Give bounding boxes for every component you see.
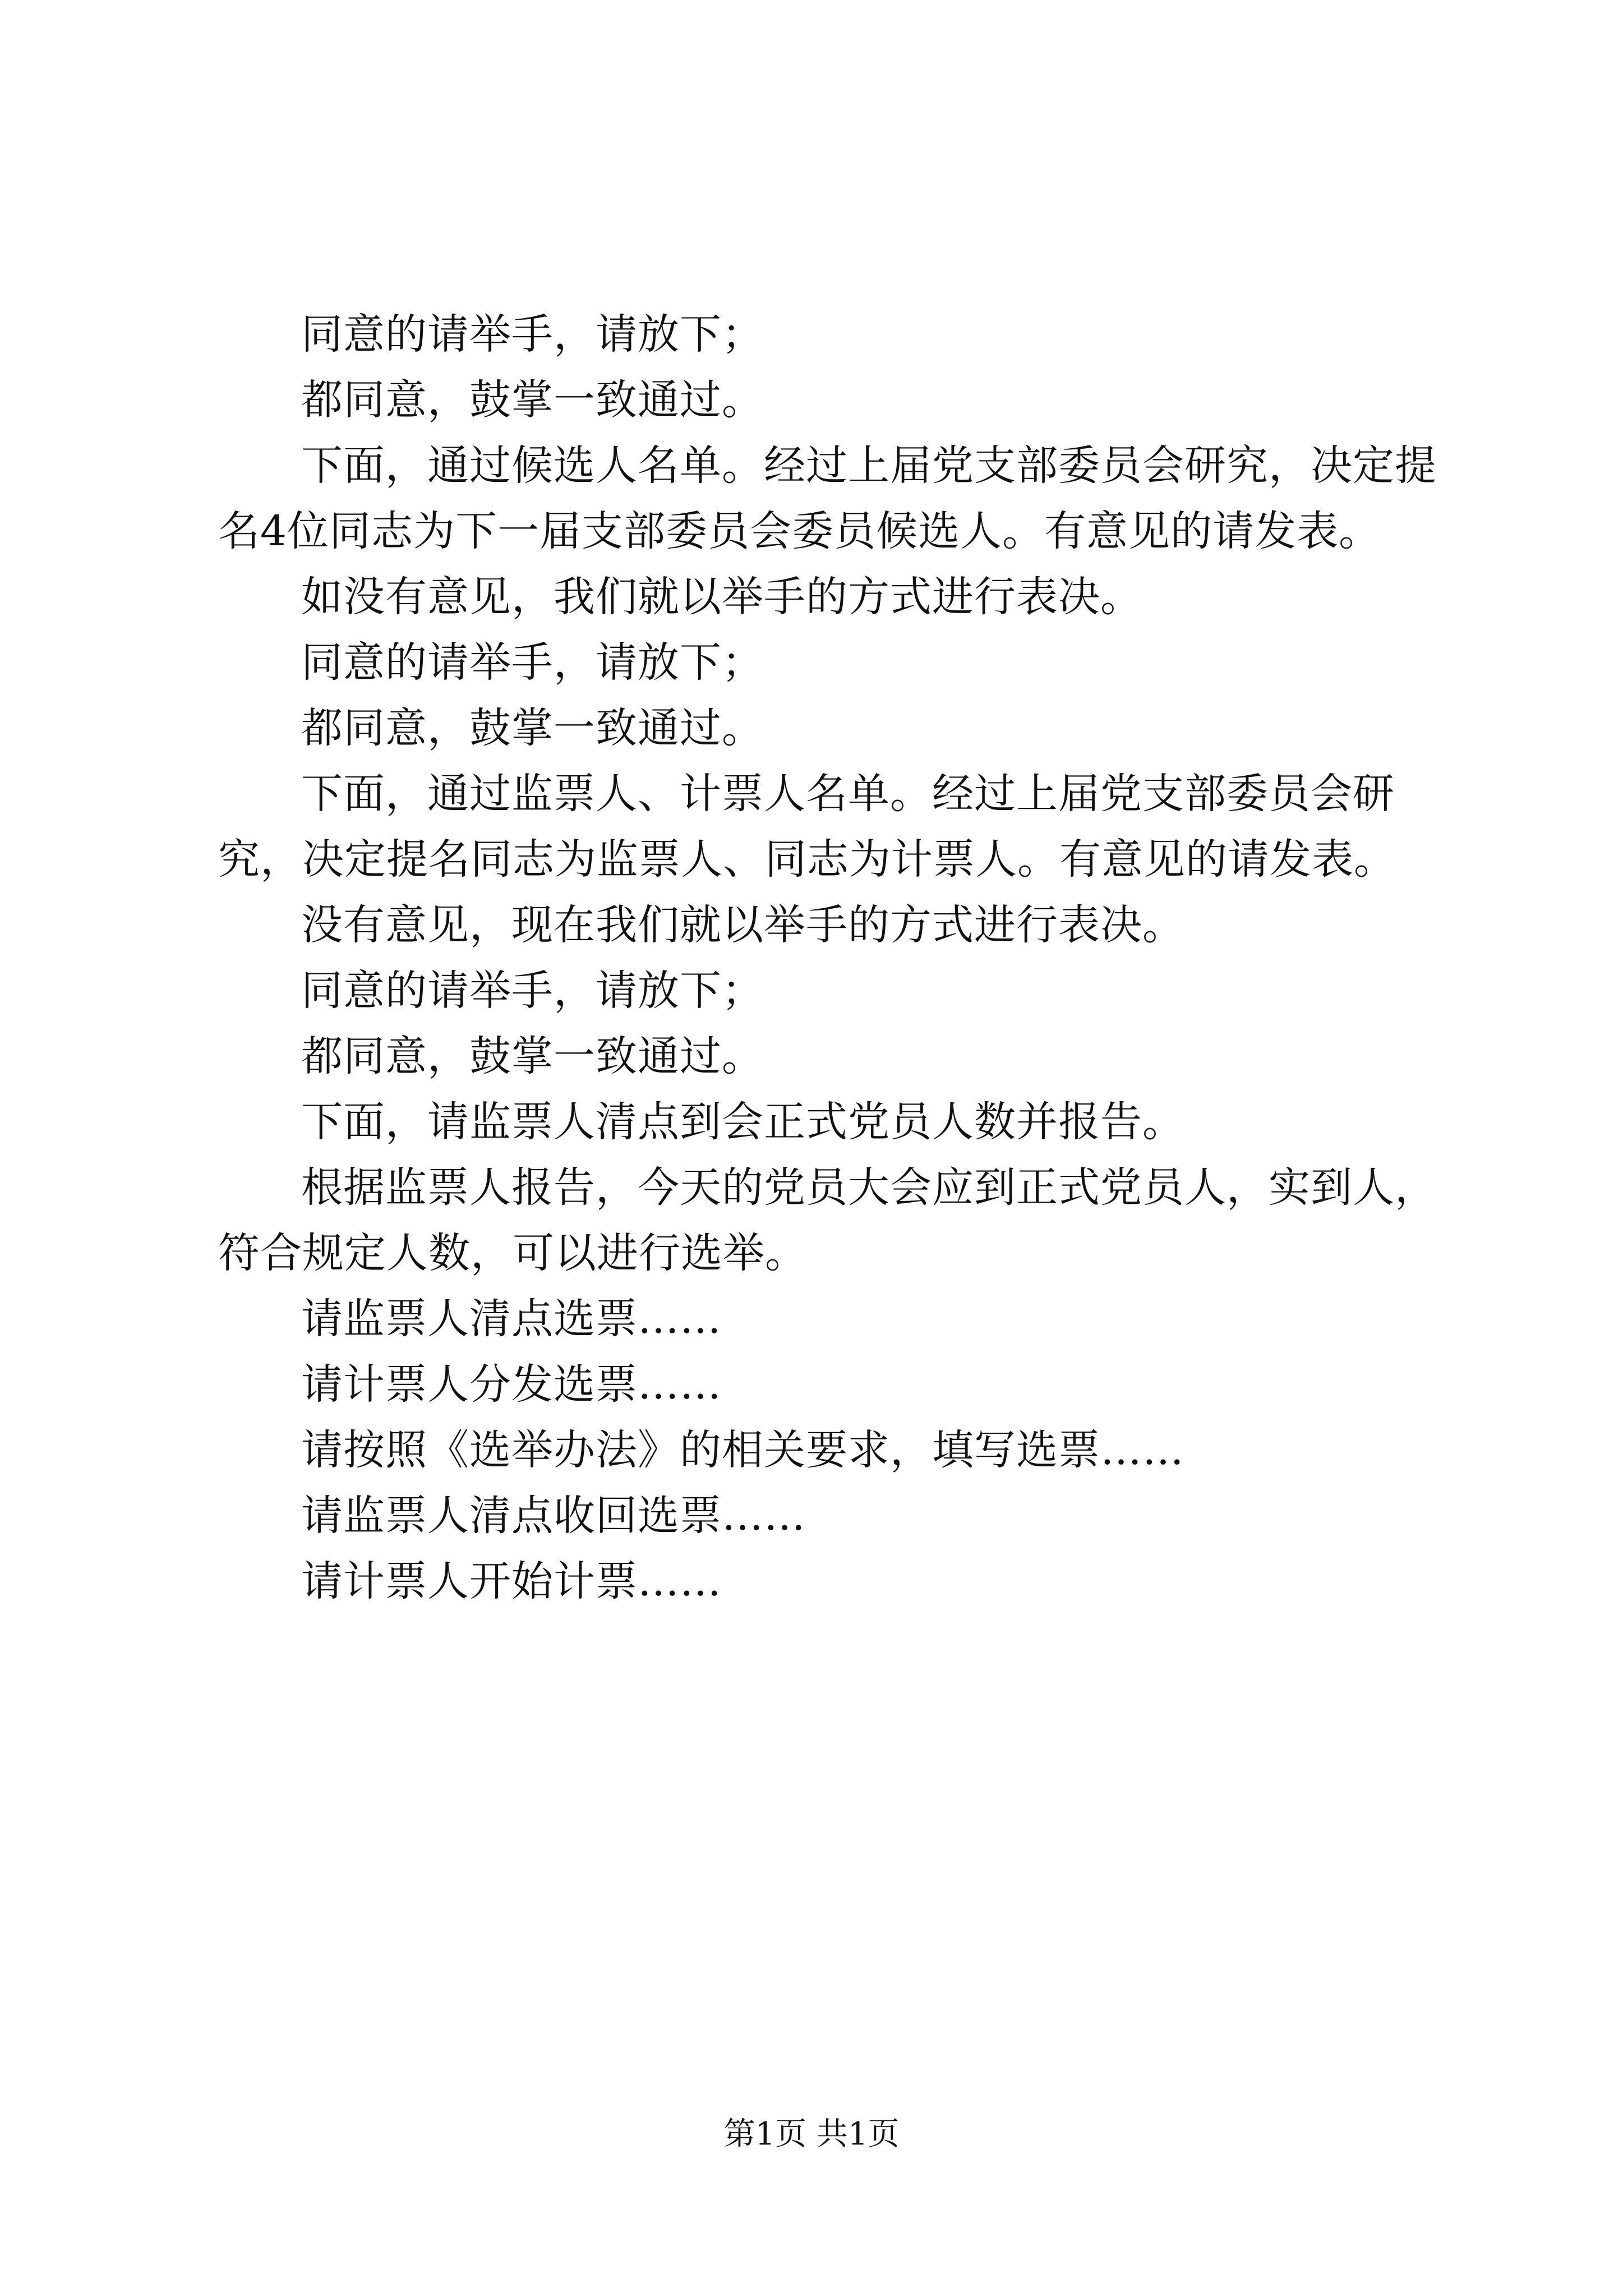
paragraph: 请监票人清点收回选票…… (301, 1492, 806, 1540)
page-footer: 第1页 共1页 (723, 2116, 900, 2152)
paragraph: 请计票人开始计票…… (301, 1557, 722, 1605)
paragraph: 下面，请监票人清点到会正式党员人数并报告。 (301, 1098, 1184, 1146)
document-body (218, 302, 1438, 1614)
paragraph: 如没有意见，我们就以举手的方式进行表决。 (301, 573, 1142, 621)
paragraph: 都同意，鼓掌一致通过。 (301, 1032, 764, 1080)
paragraph: 下面，通过候选人名单。经过上届党支部委员会研究，决定提名4位同志为下一届支部委员会委员候选人。有意见的请发表。 (218, 441, 1437, 555)
paragraph: 根据监票人报告，今天的党员大会应到正式党员人，实到人，符合规定人数，可以进行选举。 (218, 1163, 1437, 1277)
paragraph: 请计票人分发选票…… (301, 1360, 722, 1409)
paragraph: 都同意，鼓掌一致通过。 (301, 704, 764, 752)
paragraph: 请监票人清点选票…… (301, 1295, 722, 1343)
paragraph: 同意的请举手，请放下； (301, 967, 764, 1015)
paragraph: 同意的请举手，请放下； (301, 310, 764, 358)
paragraph: 下面，通过监票人、计票人名单。经过上届党支部委员会研究，决定提名同志为监票人、同志为计票人。有意见的请发表。 (218, 770, 1396, 884)
paragraph: 请按照《选举办法》的相关要求，填写选票…… (301, 1426, 1184, 1474)
paragraph: 都同意，鼓掌一致通过。 (301, 376, 764, 424)
paragraph: 同意的请举手，请放下； (301, 638, 764, 687)
paragraph: 没有意见，现在我们就以举手的方式进行表决。 (301, 901, 1184, 949)
